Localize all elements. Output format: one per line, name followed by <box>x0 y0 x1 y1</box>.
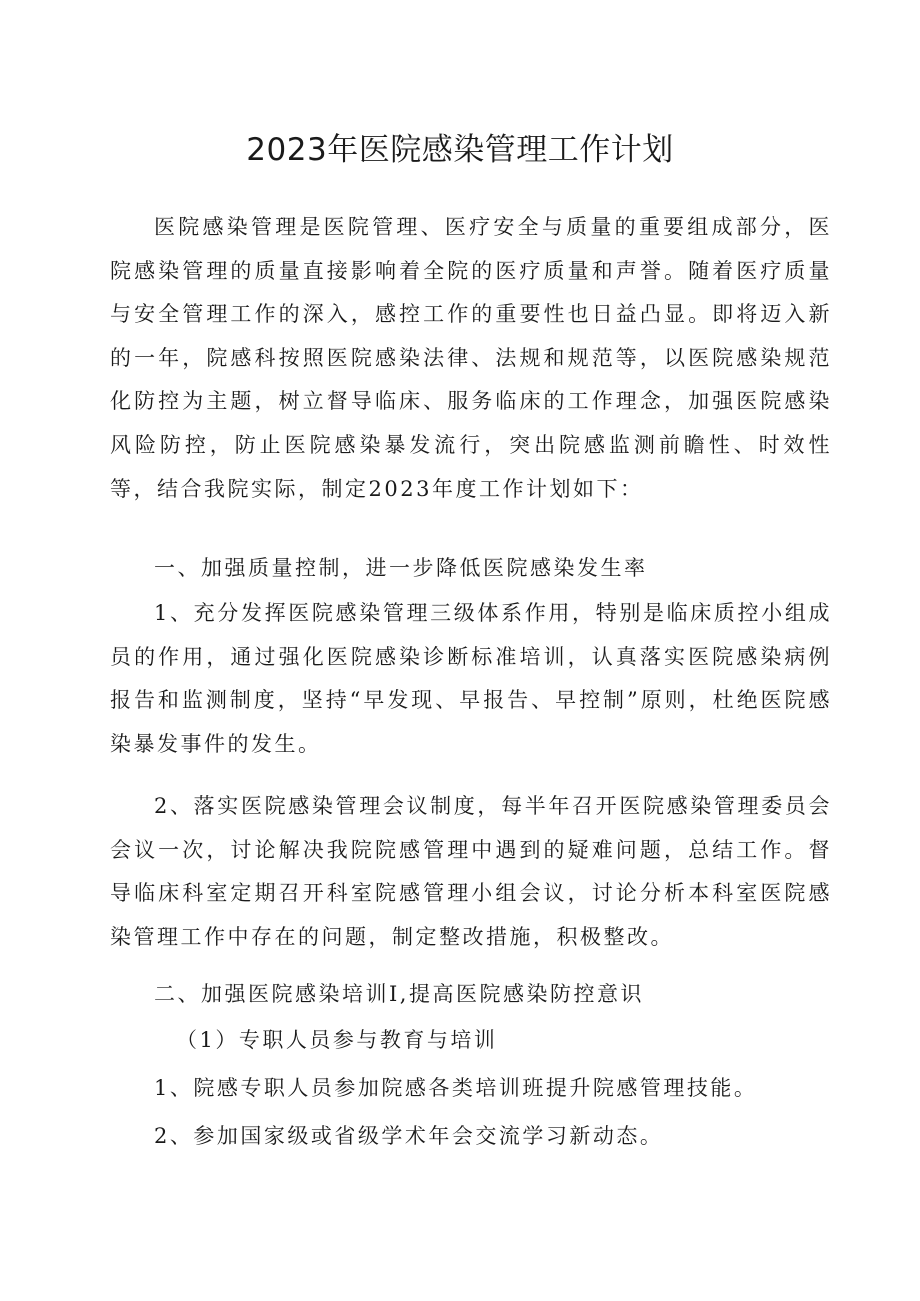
section-2-heading: 二、加强医院感染培训I,提高医院感染防控意识 <box>154 982 644 1006</box>
intro-paragraph: 医院感染管理是医院管理、医疗安全与质量的重要组成部分，医院感染管理的质量直接影响着全院的医疗质量和声誉。随着医疗质量与安全管理工作的深入，感控工作的重要性也日益凸显。即将迈入新的一年，院感科按照医院感染法律、法规和规范等，以医院感染规范化防控为主题，树立督导临床、服务临床的工作理念，加强医院感染风险防控，防止医院感染暴发流行，突出院感监测前瞻性、时效性等，结合我院实际，制定2023年度工作计划如下： <box>110 215 832 501</box>
section-1-item-1: 1、充分发挥医院感染管理三级体系作用，特别是临床质控小组成员的作用，通过强化医院感染诊断标准培训，认真落实医院感染病例报告和监测制度，坚持“早发现、早报告、早控制”原则，杜绝医院感染暴发事件的发生。 <box>110 601 832 756</box>
document-title: 2023年医院感染管理工作计划 <box>246 132 674 168</box>
section-2-item-2: 2、参加国家级或省级学术年会交流学习新动态。 <box>154 1124 664 1148</box>
section-2-subheading: （1）专职人员参与教育与培训 <box>176 1028 498 1052</box>
section-1-item-2: 2、落实医院感染管理会议制度，每半年召开医院感染管理委员会会议一次，讨论解决我院院感管理中遇到的疑难问题，总结工作。督导临床科室定期召开科室院感管理小组会议，讨论分析本科室医院感染管理工作中存在的问题，制定整改措施，积极整改。 <box>110 794 832 949</box>
section-2-item-1: 1、院感专职人员参加院感各类培训班提升院感管理技能。 <box>154 1076 758 1100</box>
section-1-heading: 一、加强质量控制，进一步降低医院感染发生率 <box>154 556 648 580</box>
